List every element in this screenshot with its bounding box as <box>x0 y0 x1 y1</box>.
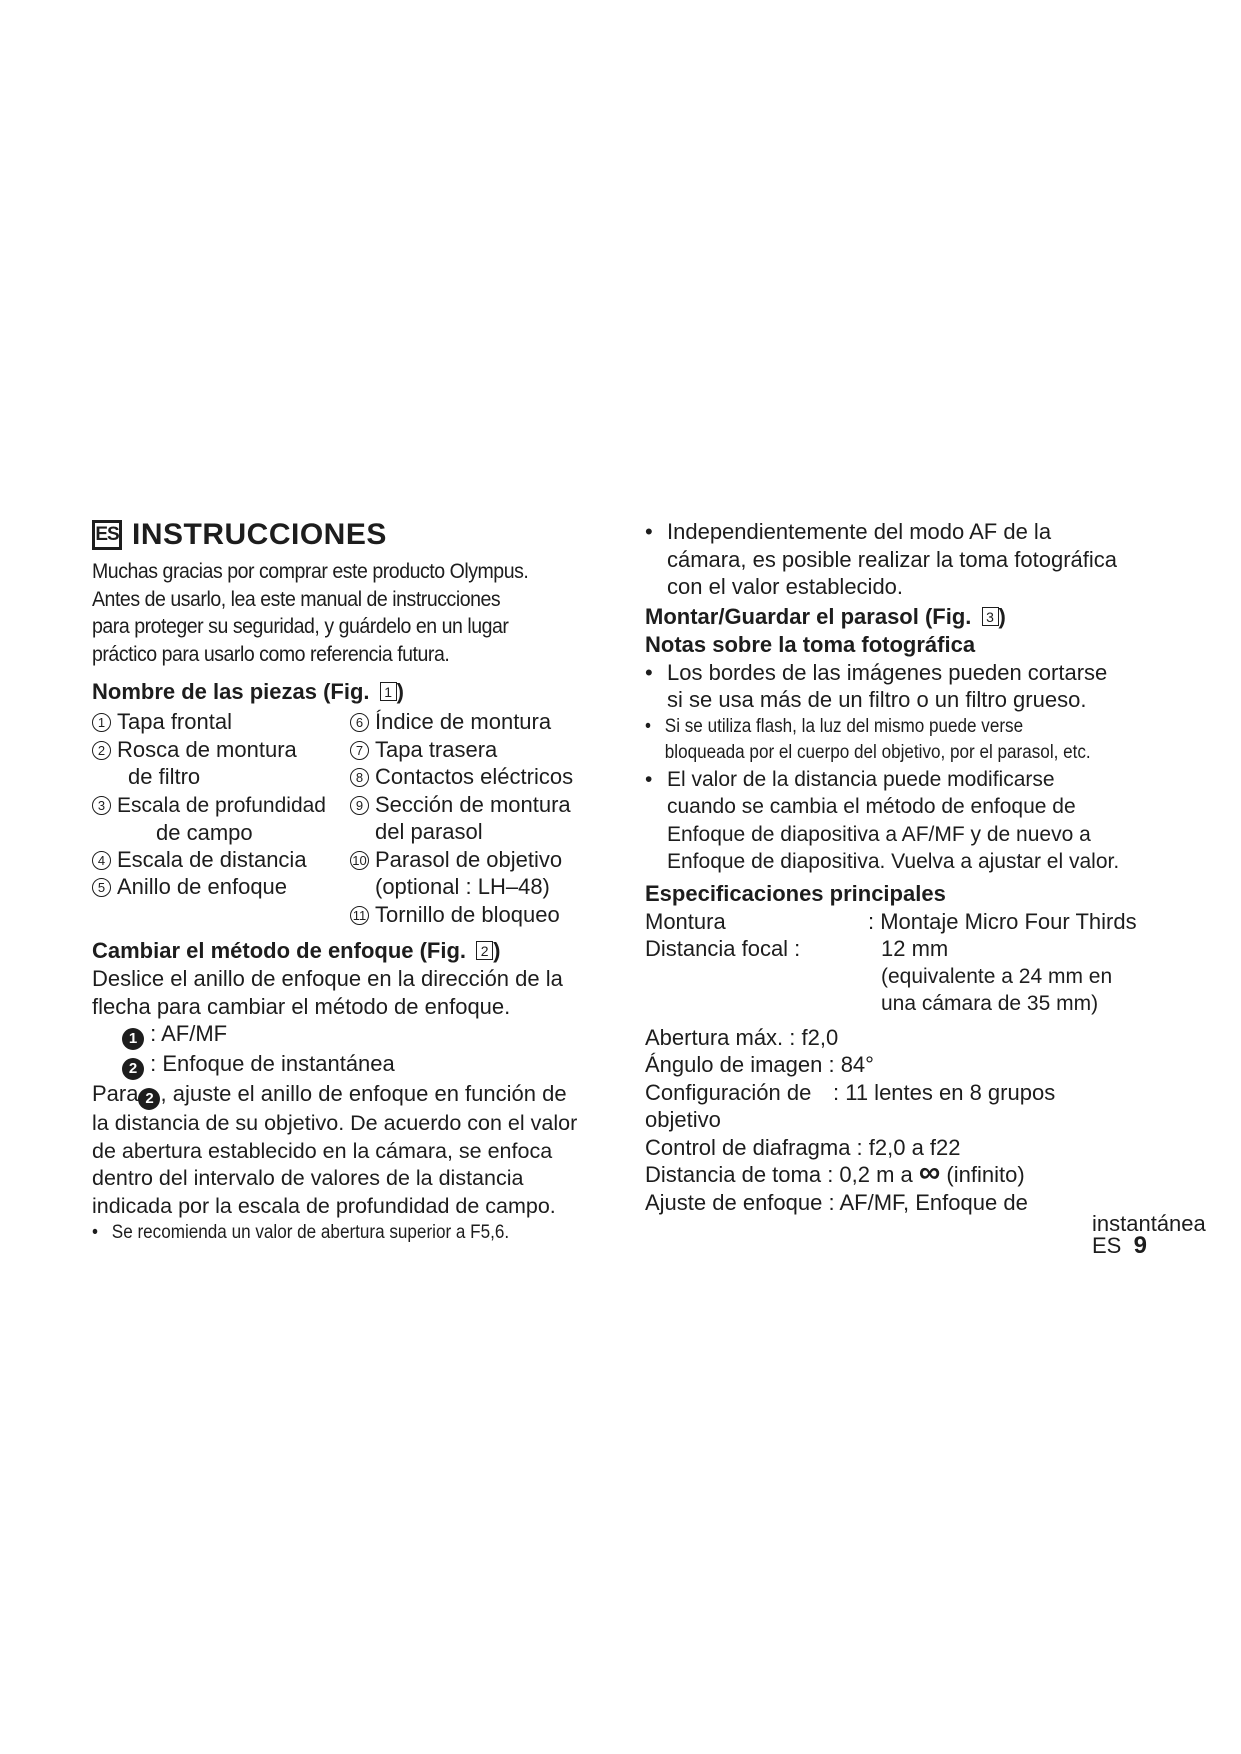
circled-number: 2 <box>92 741 111 760</box>
bullet-dot: • <box>645 767 653 791</box>
focus-paragraph-first: Para 2 , ajuste el anillo de enfoque en función de <box>92 1080 612 1110</box>
hood-heading: Montar/Guardar el parasol (Fig. 3 ) <box>645 603 1006 629</box>
circled-number: 3 <box>92 796 111 815</box>
circled-number: 9 <box>350 796 369 815</box>
overflow-text: instantánea <box>1092 1211 1206 1236</box>
focus-heading: Cambiar el método de enfoque (Fig. 2 ) <box>92 938 501 963</box>
circled-number: 6 <box>350 713 369 732</box>
focus-line: flecha para cambiar el método de enfoque. <box>92 993 511 1019</box>
circled-number: 11 <box>350 906 369 925</box>
focus-paragraph-line: dentro del intervalo de valores de la distancia <box>92 1166 524 1190</box>
intro-line: Muchas gracias por comprar este producto Olympus. <box>92 560 529 583</box>
focus-paragraph-line: la distancia de su objetivo. De acuerdo con el valor <box>92 1111 578 1135</box>
parts-list <box>92 708 612 933</box>
bullet-dot: • <box>645 659 653 685</box>
circled-number: 10 <box>350 851 369 870</box>
intro-line: práctico para usarlo como referencia futura. <box>92 642 450 666</box>
part-item: 8 Contactos eléctricos <box>350 763 573 791</box>
focus-paragraph-line: de abertura establecido en la cámara, se enfoca <box>92 1138 553 1163</box>
bullet-dot: • <box>92 1222 98 1243</box>
intro-line: Antes de usarlo, lea este manual de instrucciones <box>92 587 501 611</box>
part-item: 6 Índice de montura <box>350 708 551 736</box>
focus-mode: 2 : Enfoque de instantánea <box>92 1050 612 1080</box>
part-item: 4 Escala de distancia <box>92 846 307 874</box>
figure-ref: 1 <box>380 682 397 701</box>
circled-number: 8 <box>350 768 369 787</box>
spec-mount: Montura : Montaje Micro Four Thirds <box>645 908 1137 934</box>
note-bullet: • Si se utiliza flash, la luz del mismo puede verse bloqueada por el cuerpo del objetivo, por el parasol, etc. <box>645 715 1091 763</box>
page-number: ES 9 <box>1092 1232 1147 1259</box>
specs-heading: Especificaciones principales <box>645 880 946 906</box>
spec-diaphragm: Control de diafragma : f2,0 a f22 <box>645 1134 961 1160</box>
part-item: 9 Sección de montura del parasol <box>350 791 571 846</box>
spec-focus-adjust: Ajuste de enfoque : AF/MF, Enfoque de <box>645 1189 1028 1215</box>
mode-number: 1 <box>122 1028 144 1050</box>
spec-aperture: Abertura máx. : f2,0 <box>645 1024 839 1050</box>
af-note-bullet: • Independientemente del modo AF de la cámara, es posible realizar la toma fotográfica con el valor establecido. <box>645 519 1117 599</box>
title-text: INSTRUCCIONES <box>132 518 387 551</box>
part-item: 11 Tornillo de bloqueo <box>350 901 560 929</box>
spec-distance: Distancia de toma : 0,2 m a ∞ (infinito) <box>645 1156 1025 1189</box>
bullet-dot: • <box>645 519 653 544</box>
focus-paragraph-line: indicada por la escala de profundidad de campo. <box>92 1193 556 1218</box>
part-item: 3 Escala de profundidad de campo <box>92 791 326 847</box>
focus-line: Deslice el anillo de enfoque en la dirección de la <box>92 966 563 991</box>
mode-number: 2 <box>138 1088 160 1110</box>
part-item: 1 Tapa frontal <box>92 708 232 736</box>
intro-paragraph <box>92 558 613 668</box>
intro-line: para proteger su seguridad, y guárdelo en un lugar <box>92 615 509 638</box>
circled-number: 4 <box>92 851 111 870</box>
focus-note: • Se recomienda un valor de abertura superior a F5,6. <box>92 1220 560 1246</box>
spec-focal-note: una cámara de 35 mm) <box>881 992 1099 1015</box>
part-item: 7 Tapa trasera <box>350 736 497 764</box>
note-bullet: • El valor de la distancia puede modificarse cuando se cambia el método de enfoque de Enfoque de diapositiva a AF/MF y de nuevo a Enfoque de diapositiva. Vuelva a ajustar el valor. <box>645 767 1120 873</box>
figure-ref: 2 <box>476 941 493 960</box>
focus-mode: 1 : AF/MF <box>92 1020 612 1050</box>
spec-focal-note: (equivalente a 24 mm en <box>881 964 1113 988</box>
bullet-dot: • <box>645 715 651 737</box>
page-title <box>92 518 612 552</box>
spec-focal: Distancia focal : 12 mm <box>645 936 949 961</box>
spec-config: Configuración de : 11 lentes en 8 grupos <box>645 1079 1056 1105</box>
part-item: 5 Anillo de enfoque <box>92 873 287 901</box>
circled-number: 7 <box>350 741 369 760</box>
circled-number: 1 <box>92 713 111 732</box>
figure-ref: 3 <box>982 607 999 626</box>
right-column <box>645 518 1185 1216</box>
note-bullet: • Los bordes de las imágenes pueden cortarse si se usa más de un filtro o un filtro grueso. <box>645 659 1108 712</box>
infinity-symbol: ∞ <box>918 1156 941 1189</box>
parts-heading: Nombre de las piezas (Fig. 1 ) <box>92 679 404 704</box>
part-item: 10 Parasol de objetivo (optional : LH–48) <box>350 846 562 901</box>
mode-number: 2 <box>122 1058 144 1080</box>
spec-config-cont: objetivo <box>645 1107 721 1132</box>
language-badge: ES <box>92 520 122 550</box>
circled-number: 5 <box>92 878 111 897</box>
part-item: 2 Rosca de montura de filtro <box>92 736 297 791</box>
spec-angle: Ángulo de imagen : 84° <box>645 1052 874 1077</box>
left-column <box>92 518 612 1246</box>
notes-heading: Notas sobre la toma fotográfica <box>645 631 976 657</box>
